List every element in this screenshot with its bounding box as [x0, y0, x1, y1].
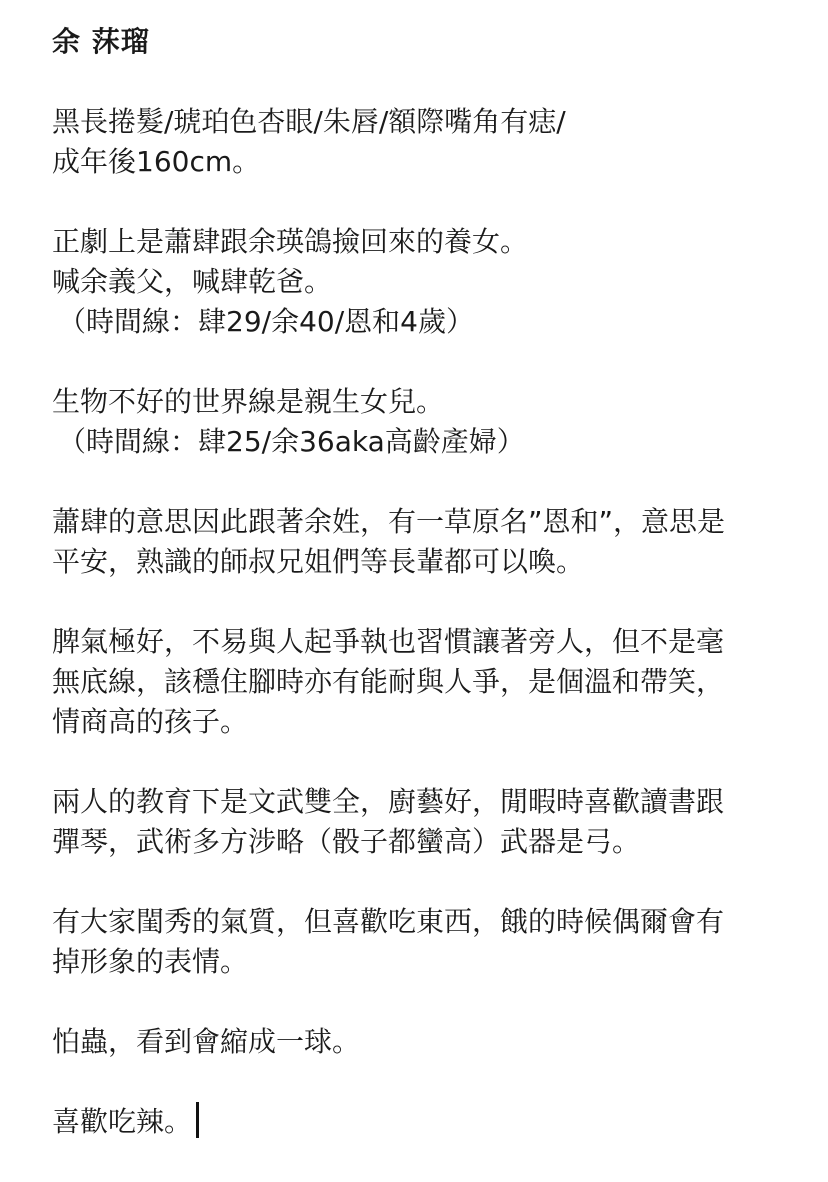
- note-title: 余 莯瑠: [52, 25, 150, 58]
- paragraph-appearance: [52, 102, 792, 182]
- last-line-text: 喜歡吃辣。: [52, 1105, 193, 1138]
- paragraph-fear: [52, 1022, 792, 1062]
- text-line: 脾氣極好，不易與人起爭執也習慣讓著旁人，但不是毫: [52, 625, 725, 658]
- text-line: 兩人的教育下是文武雙全，廚藝好，閒暇時喜歡讀書跟: [52, 785, 725, 818]
- text-line: 掉形象的表情。: [52, 945, 249, 978]
- text-line: 生物不好的世界線是親生女兒。: [52, 385, 445, 418]
- text-line-last: [52, 1102, 792, 1142]
- text-line: 黑長捲髮/琥珀色杏眼/朱唇/額際嘴角有痣/: [52, 105, 566, 138]
- text-line: （時間線：肆29/余40/恩和4歲）: [58, 305, 474, 338]
- text-line: 蕭肆的意思因此跟著余姓，有一草原名”恩和”，意思是: [52, 505, 726, 538]
- text-line: 平安，熟識的師叔兄姐們等長輩都可以喚。: [52, 545, 585, 578]
- text-line: 有大家閨秀的氣質，但喜歡吃東西，餓的時候偶爾會有: [52, 905, 725, 938]
- paragraph-temperament: [52, 902, 792, 982]
- text-line: 喊余義父，喊肆乾爸。: [52, 265, 333, 298]
- text-line: （時間線：肆25/余36aka高齡產婦）: [58, 425, 525, 458]
- paragraph-main-story: [52, 222, 792, 342]
- paragraph-likes: [52, 1102, 792, 1142]
- text-cursor[interactable]: [196, 1102, 199, 1138]
- text-line: 無底線，該穩住腳時亦有能耐與人爭，是個溫和帶笑，: [52, 665, 725, 698]
- paragraph-education: [52, 782, 792, 862]
- paragraph-alt-worldline: [52, 382, 792, 462]
- paragraph-personality: [52, 622, 792, 742]
- text-line: 成年後160cm。: [52, 145, 261, 178]
- text-line: 正劇上是蕭肆跟余瑛鴿撿回來的養女。: [52, 225, 529, 258]
- text-line: 彈琴，武術多方涉略（骰子都蠻高）武器是弓。: [52, 825, 641, 858]
- paragraph-name-origin: [52, 502, 792, 582]
- text-line: 怕蟲，看到會縮成一球。: [52, 1025, 361, 1058]
- text-line: 情商高的孩子。: [52, 705, 249, 738]
- note-body[interactable]: [52, 22, 792, 1182]
